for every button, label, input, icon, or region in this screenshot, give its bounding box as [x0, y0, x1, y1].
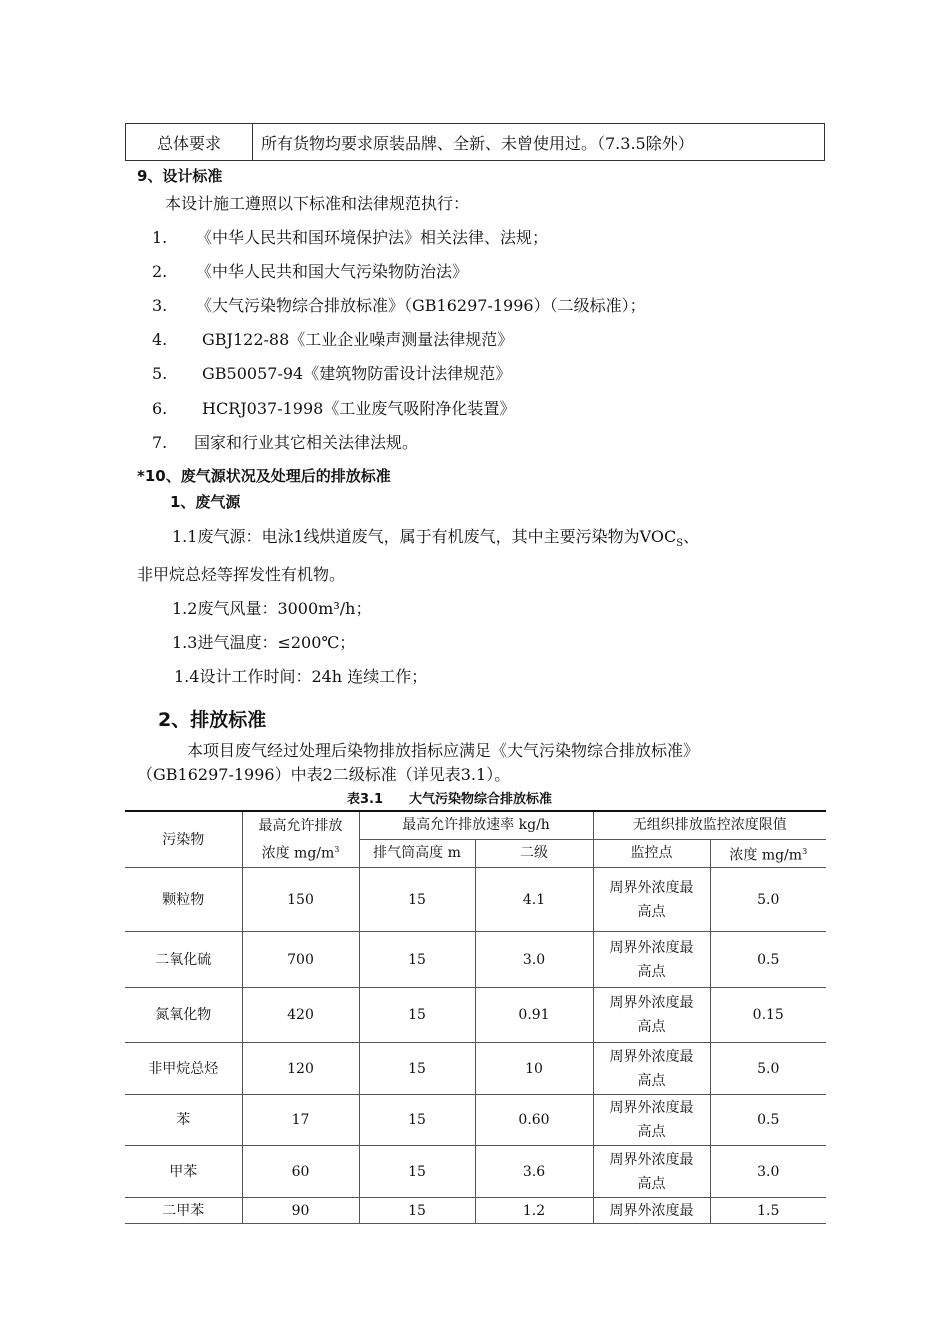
cell-conc: 0.15	[710, 988, 826, 1043]
header-unorg-group: 无组织排放监控浓度限值	[593, 811, 826, 839]
cell-max-conc: 700	[242, 932, 359, 988]
requirement-text: 所有货物均要求原装品牌、全新、未曾使用过。（7.3.5除外）	[261, 133, 694, 153]
cell-max-conc: 420	[242, 988, 359, 1043]
list-number: 6.	[152, 399, 168, 418]
cell-max-conc: 17	[242, 1095, 359, 1146]
table-row	[125, 1043, 826, 1095]
list-number: 4.	[152, 330, 168, 349]
cell-point-line2: 高点	[637, 903, 666, 920]
cell-pollutant: 二氧化硫	[125, 932, 242, 988]
cell-height: 15	[359, 988, 475, 1043]
cell-monitor-point	[593, 932, 710, 988]
cell-monitor-point	[593, 1043, 710, 1095]
section10-sub1-title: 1、废气源	[170, 493, 241, 511]
cell-rate: 4.1	[475, 868, 593, 932]
header-max-conc-line2: 浓度 mg/m	[261, 845, 335, 862]
cell-point-line2: 高点	[637, 1124, 666, 1141]
section10-title: *10、废气源状况及处理后的排放标准	[137, 467, 391, 485]
section9-title: 9、设计标准	[137, 167, 223, 185]
cell-monitor-point	[593, 1095, 710, 1146]
cell-max-conc: 90	[242, 1198, 359, 1224]
cell-conc: 5.0	[710, 868, 826, 932]
cell-height: 15	[359, 932, 475, 988]
section9-intro: 本设计施工遵照以下标准和法律规范执行：	[165, 194, 470, 213]
header-stack-height: 排气筒高度 m	[359, 839, 475, 868]
cell-rate: 3.0	[475, 932, 593, 988]
cell-monitor-point: 周界外浓度最	[593, 1198, 710, 1224]
cell-point-line1: 周界外浓度最	[609, 879, 694, 896]
cell-rate: 0.60	[475, 1095, 593, 1146]
list-item	[152, 327, 513, 350]
cell-height: 15	[359, 1095, 475, 1146]
paragraph-2-line1: 本项目废气经过处理后染物排放指标应满足《大气污染物综合排放标准》	[187, 741, 700, 760]
list-text: 国家和行业其它相关法律法规。	[194, 433, 419, 452]
cell-monitor-point	[593, 868, 710, 932]
table-row	[125, 988, 826, 1043]
cell-point-line2: 高点	[637, 1072, 666, 1089]
cell-rate: 3.6	[475, 1146, 593, 1198]
superscript: 3	[334, 844, 340, 854]
cell-conc: 0.5	[710, 932, 826, 988]
header-max-conc-line1: 最高允许排放	[258, 817, 343, 834]
cell-height: 15	[359, 1146, 475, 1198]
list-text: 《中华人民共和国大气污染物防治法》	[196, 262, 469, 281]
paragraph-1-1	[172, 524, 699, 549]
paragraph-1-1-tail: 、	[683, 527, 700, 546]
table-row	[125, 868, 826, 932]
list-number: 1.	[152, 228, 168, 247]
table-caption: 表3.1 大气污染物综合排放标准	[347, 792, 553, 807]
cell-conc: 1.5	[710, 1198, 826, 1224]
cell-point-line1: 周界外浓度最	[609, 1048, 694, 1065]
paragraph-1-3: 1.3进气温度：≤200℃；	[172, 633, 356, 652]
cell-pollutant: 颗粒物	[125, 868, 242, 932]
header-conc-text: 浓度 mg/m	[729, 847, 803, 864]
list-text: HCRJ037-1998《工业废气吸附净化装置》	[202, 399, 516, 418]
cell-rate: 10	[475, 1043, 593, 1095]
cell-pollutant: 二甲苯	[125, 1198, 242, 1224]
list-item	[152, 259, 468, 282]
list-item	[152, 293, 646, 316]
header-monitor-point: 监控点	[593, 839, 710, 868]
cell-height: 15	[359, 1043, 475, 1095]
cell-pollutant: 甲苯	[125, 1146, 242, 1198]
superscript: 3	[802, 846, 808, 856]
requirement-table	[125, 123, 825, 161]
list-number: 2.	[152, 262, 168, 281]
cell-point-line1: 周界外浓度最	[609, 995, 694, 1012]
cell-rate: 1.2	[475, 1198, 593, 1224]
paragraph-2-line2: （GB16297-1996）中表2二级标准（详见表3.1）。	[137, 765, 511, 784]
header-conc	[710, 839, 826, 868]
list-item	[152, 361, 511, 384]
list-text: GB50057-94《建筑物防雷设计法律规范》	[202, 364, 512, 383]
cell-pollutant: 苯	[125, 1095, 242, 1146]
paragraph-1-1-cont: 非甲烷总烃等挥发性有机物。	[137, 565, 346, 584]
cell-point-line2: 高点	[637, 963, 666, 980]
cell-monitor-point	[593, 988, 710, 1043]
list-text: 《大气污染物综合排放标准》（GB16297-1996）（二级标准）；	[196, 296, 646, 315]
cell-pollutant: 非甲烷总烃	[125, 1043, 242, 1095]
paragraph-1-1-text: 1.1废气源：电泳1线烘道废气，属于有机废气，其中主要污染物为VOC	[172, 527, 677, 546]
cell-rate: 0.91	[475, 988, 593, 1043]
cell-monitor-point	[593, 1146, 710, 1198]
cell-point-line2: 高点	[637, 1175, 666, 1192]
emission-standards-table	[125, 810, 826, 1224]
cell-point-line2: 高点	[637, 1019, 666, 1036]
requirement-label: 总体要求	[126, 124, 253, 160]
cell-height: 15	[359, 868, 475, 932]
list-text: 《中华人民共和国环境保护法》相关法律、法规；	[196, 228, 549, 247]
voc-subscript: S	[676, 538, 684, 550]
paragraph-1-4: 1.4设计工作时间：24h 连续工作；	[174, 667, 428, 686]
list-item	[152, 396, 515, 419]
header-max-conc	[242, 811, 359, 868]
cell-conc: 3.0	[710, 1146, 826, 1198]
header-rate-group: 最高允许排放速率 kg/h	[359, 811, 593, 839]
table-row	[125, 1198, 826, 1224]
paragraph-1-2: 1.2废气风量：3000m³/h；	[172, 599, 372, 618]
cell-point-line1: 周界外浓度最	[609, 1151, 694, 1168]
cell-max-conc: 120	[242, 1043, 359, 1095]
table-row	[125, 1146, 826, 1198]
header-level2: 二级	[475, 839, 593, 868]
cell-conc: 5.0	[710, 1043, 826, 1095]
cell-max-conc: 150	[242, 868, 359, 932]
list-number: 7.	[152, 433, 168, 452]
list-number: 3.	[152, 296, 168, 315]
list-item	[152, 225, 548, 248]
header-pollutant: 污染物	[125, 811, 242, 868]
list-text: GBJ122-88《工业企业噪声测量法律规范》	[202, 330, 514, 349]
cell-conc: 0.5	[710, 1095, 826, 1146]
list-number: 5.	[152, 364, 168, 383]
table-row	[125, 1095, 826, 1146]
list-item	[152, 430, 418, 453]
cell-point-line1: 周界外浓度最	[609, 939, 694, 956]
cell-height: 15	[359, 1198, 475, 1224]
section10-sub2-title: 2、排放标准	[158, 709, 267, 731]
table-row	[125, 932, 826, 988]
cell-pollutant: 氮氧化物	[125, 988, 242, 1043]
cell-point-line1: 周界外浓度最	[609, 1100, 694, 1117]
cell-max-conc: 60	[242, 1146, 359, 1198]
